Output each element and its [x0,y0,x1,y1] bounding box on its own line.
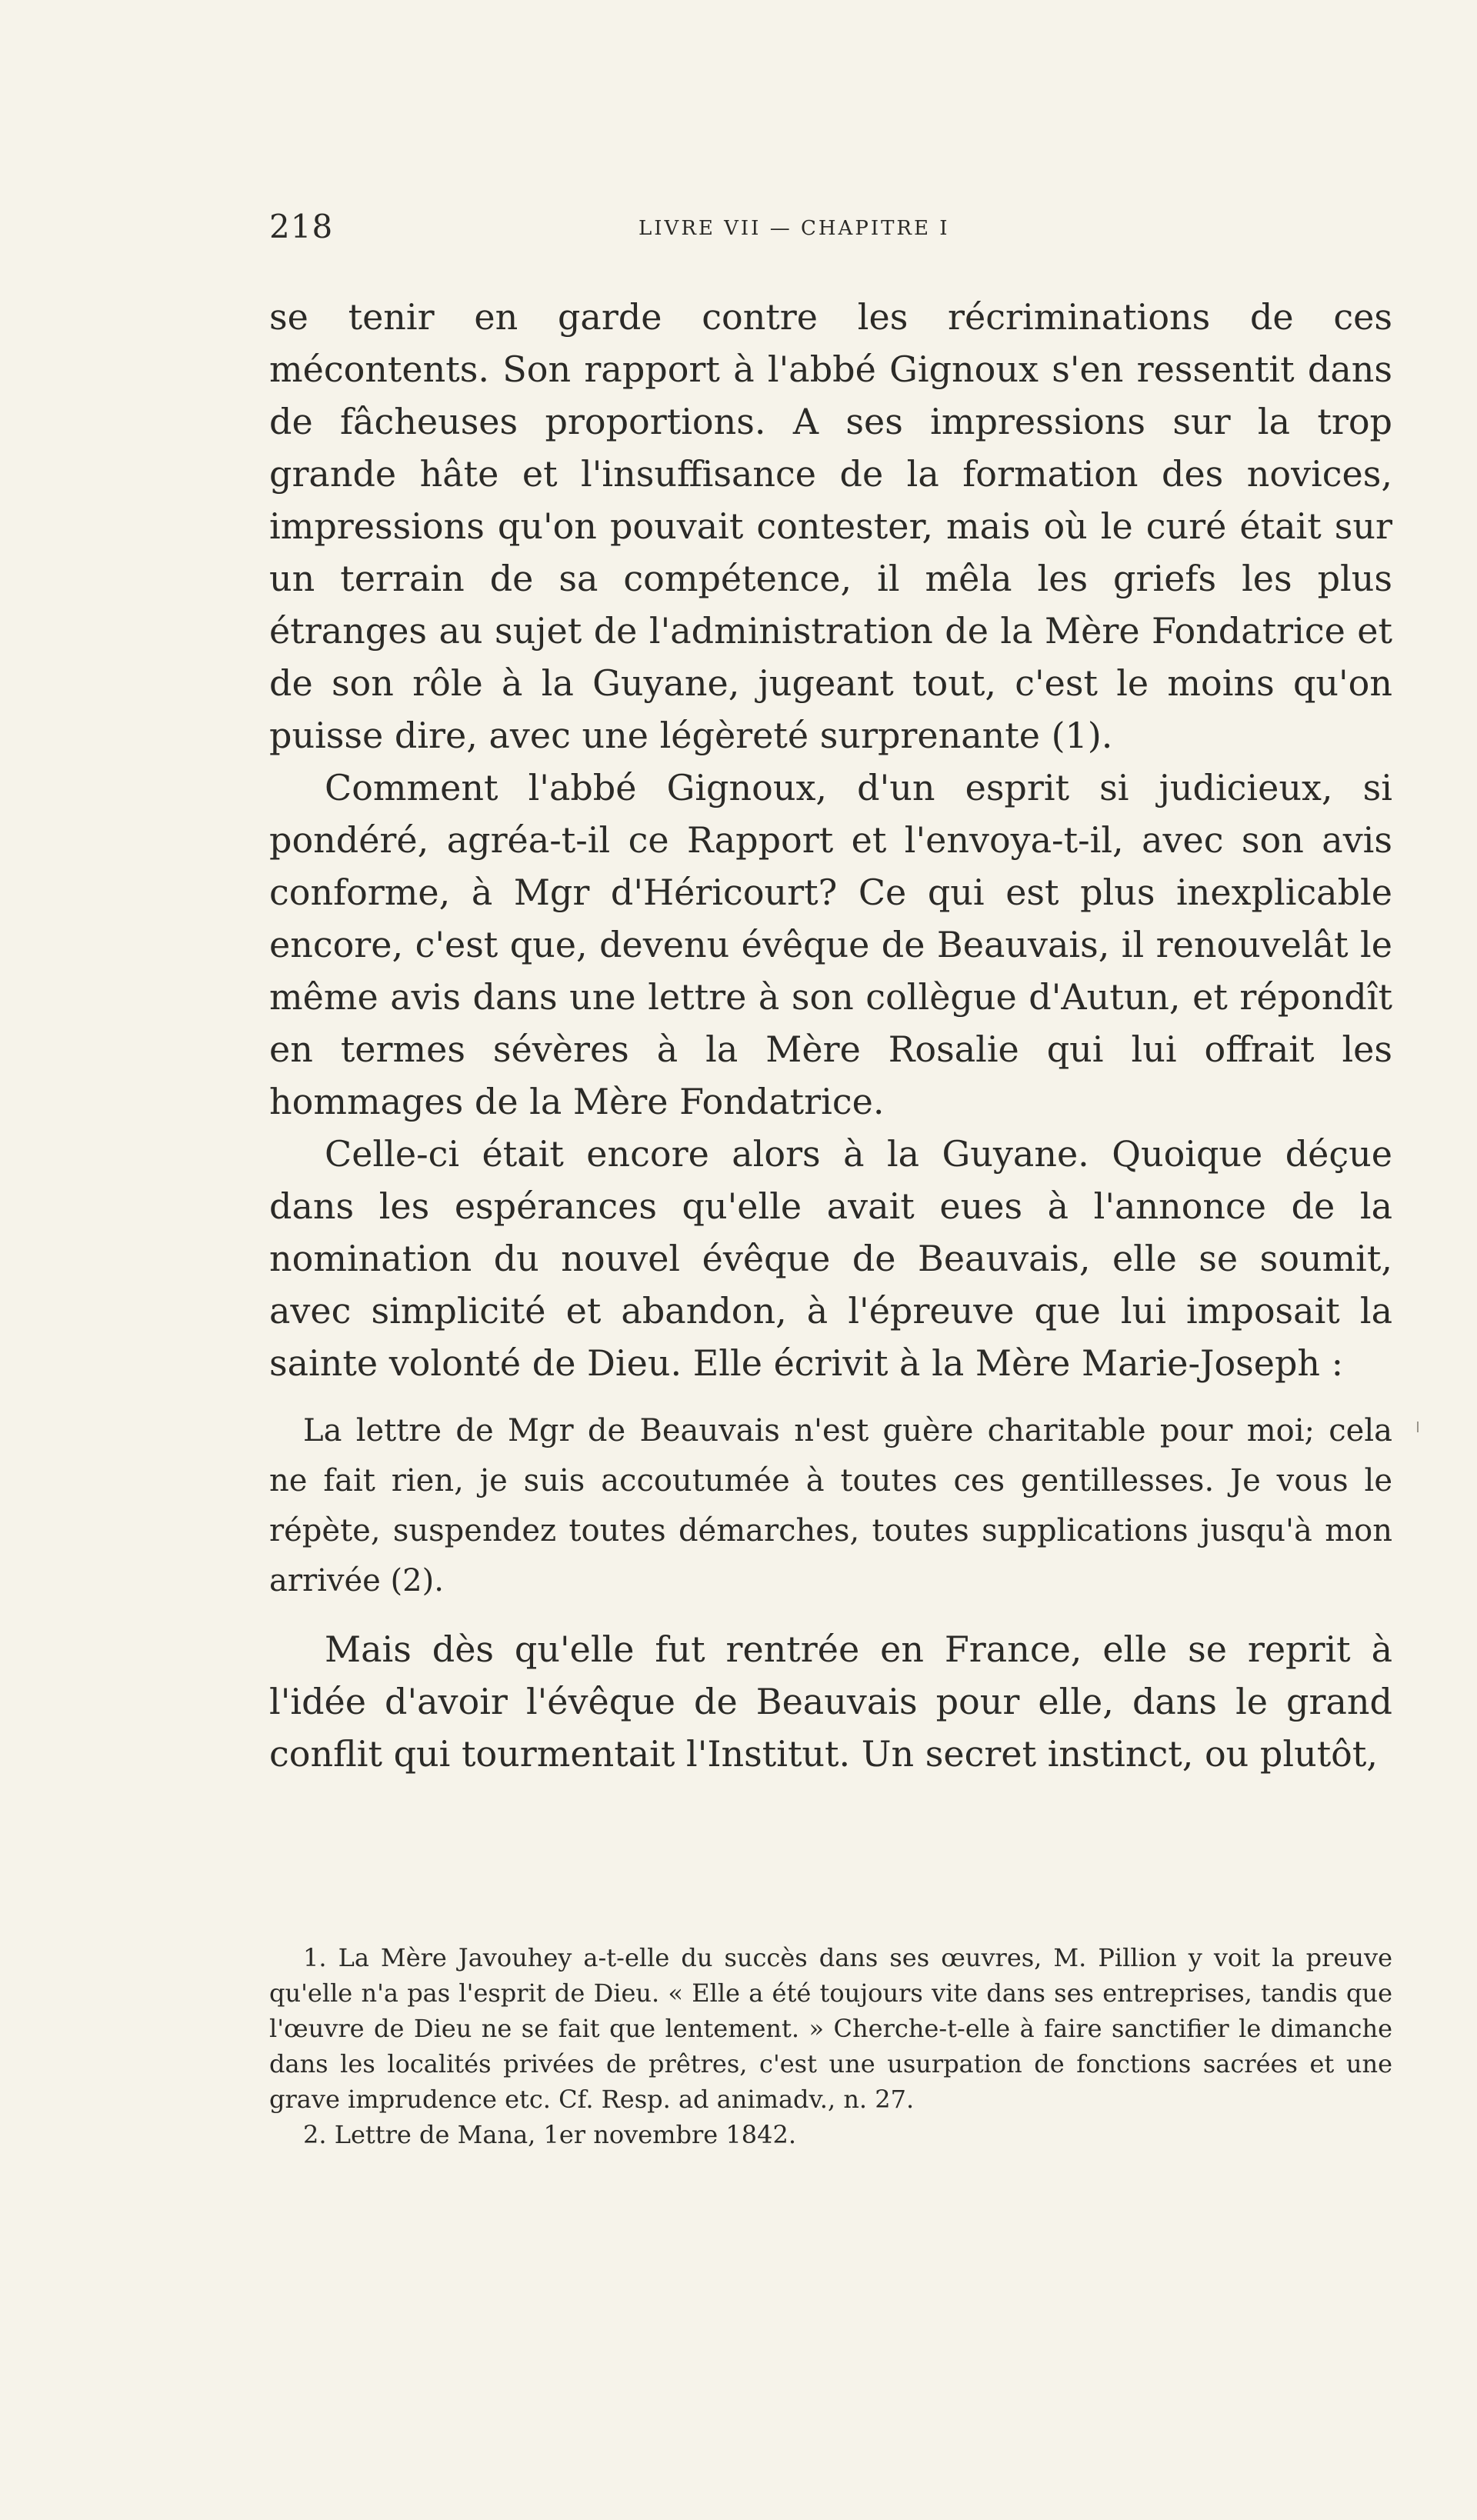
footnote-1: 1. La Mère Javouhey a-t-elle du succès dans ses œuvres, M. Pillion y voit la preuve qu'elle n'a pas l'esprit de Dieu. « Elle a été toujours vite dans ses entreprises, tandis que l'œuvre de Dieu ne se fait que lentement. » Cherche-t-elle à faire sanctifier le dimanche dans les localités privées de prêtres, c'est une usurpation de fonctions sacrées et une grave imprudence etc. Cf. Resp. ad animadv., n. 27. [269,1943,1392,2114]
main-text [269,291,1392,1780]
page-header [269,208,1392,254]
page-number: 218 [269,208,334,245]
footnote-2: 2. Lettre de Mana, 1er novembre 1842. [303,2120,796,2149]
paragraph-3: Celle-ci était encore alors à la Guyane. Quoique déçue dans les espérances qu'elle avait eues à l'annonce de la nomination du nouvel évêque de Beauvais, elle se soumit, avec simplicité et abandon, à l'épreuve que lui imposait la sainte volonté de Dieu. Elle écrivit à la Mère Marie-Joseph : [269,1133,1392,1384]
block-quote: La lettre de Mgr de Beauvais n'est guère charitable pour moi; cela ne fait rien, je suis accoutumée à toutes ces gentillesses. Je vous le répète, suspendez toutes démarches, toutes supplications jusqu'à mon arrivée (2). [269,1413,1392,1598]
paragraph-4: Mais dès qu'elle fut rentrée en France, elle se reprit à l'idée d'avoir l'évêque de Beauvais pour elle, dans le grand conflit qui tourmentait l'Institut. Un secret instinct, ou plutôt, [269,1628,1392,1775]
running-head: LIVRE VII — CHAPITRE I [638,217,950,240]
footnotes [269,1940,1392,2152]
paragraph-2: Comment l'abbé Gignoux, d'un esprit si judicieux, si pondéré, agréa-t-il ce Rapport et l'envoya-t-il, avec son avis conforme, à Mgr d'Héricourt? Ce qui est plus inexplicable encore, c'est que, devenu évêque de Beauvais, il renouvelât le même avis dans une lettre à son collègue d'Autun, et répondît en termes sévères à la Mère Rosalie qui lui offrait les hommages de la Mère Fondatrice. [269,767,1392,1122]
margin-mark [1417,1422,1419,1432]
paragraph-1: se tenir en garde contre les récriminations de ces mécontents. Son rapport à l'abbé Gignoux s'en ressentit dans de fâcheuses proportions. A ses impressions sur la trop grande hâte et l'insuffisance de la formation des novices, impressions qu'on pouvait contester, mais où le curé était sur un terrain de sa compétence, il mêla les griefs les plus étranges au sujet de l'administration de la Mère Fondatrice et de son rôle à la Guyane, jugeant tout, c'est le moins qu'on puisse dire, avec une légèreté surprenante (1). [269,296,1392,756]
